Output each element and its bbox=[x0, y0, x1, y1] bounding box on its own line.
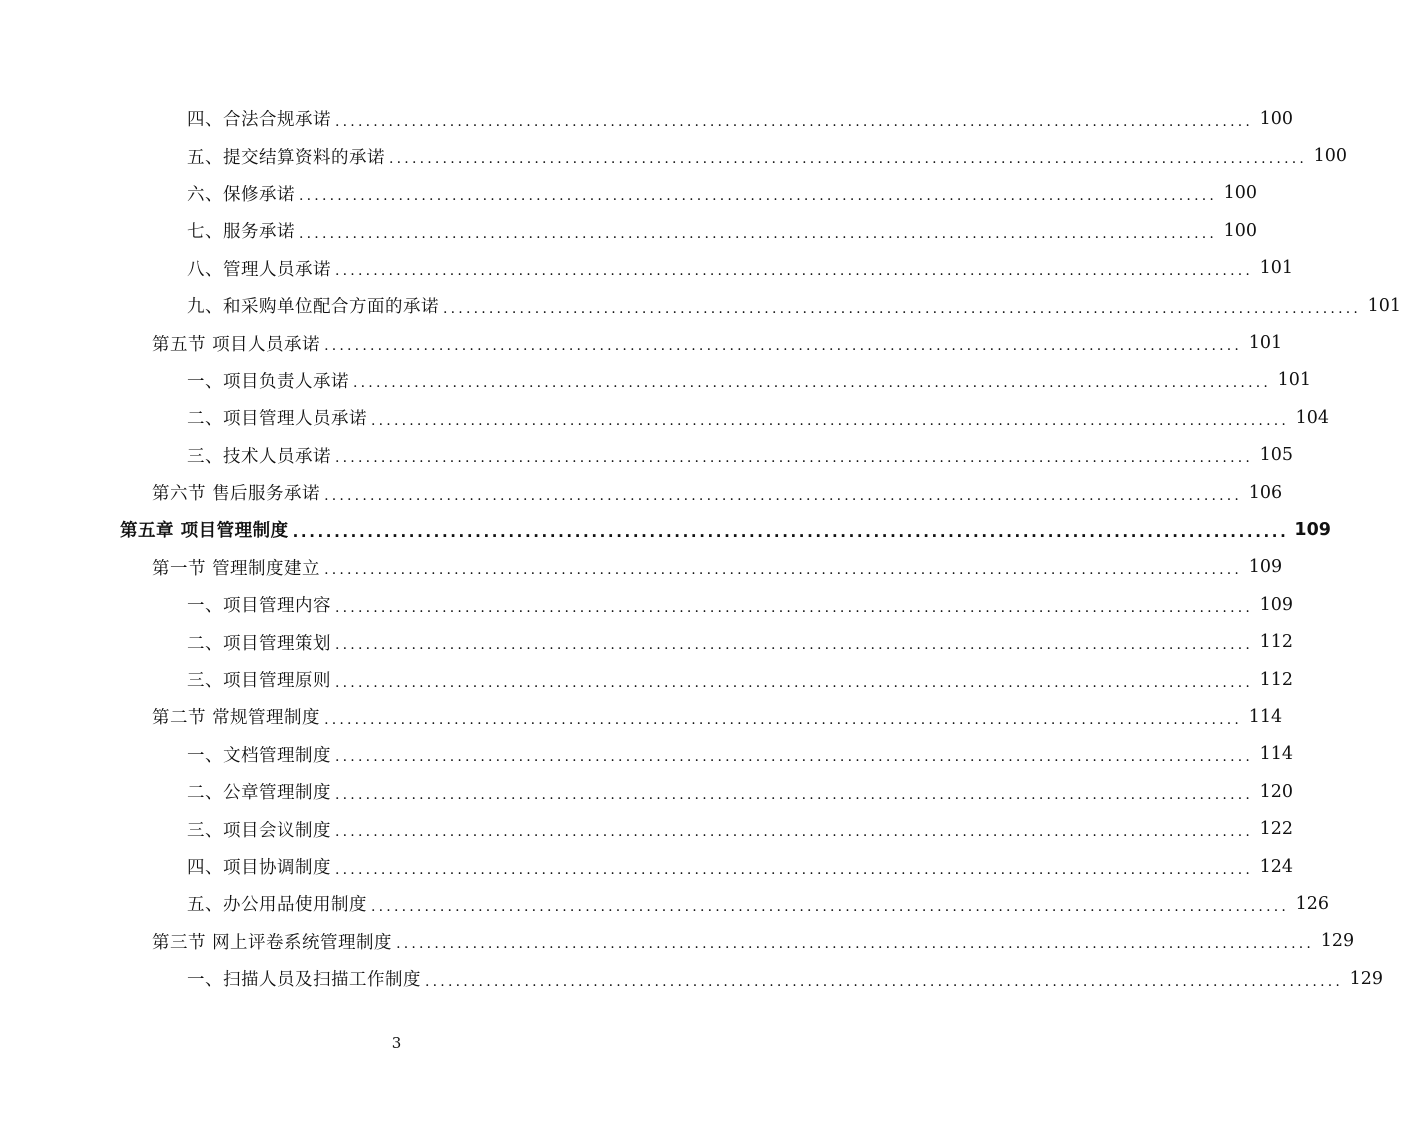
toc-entry-page: 100 bbox=[1259, 108, 1294, 129]
toc-section-entry[interactable] bbox=[0, 549, 1283, 586]
toc-entry-page: 109 bbox=[1294, 519, 1331, 540]
toc-leader-dots: ........................................................................................................................ bbox=[396, 936, 1315, 953]
toc-entry-page: 112 bbox=[1259, 669, 1294, 690]
toc-entry-page: 106 bbox=[1248, 482, 1283, 503]
toc-entry-page: 101 bbox=[1248, 333, 1283, 354]
toc-subsection-entry[interactable] bbox=[0, 100, 1294, 137]
toc-entry-label: 六、保修承诺 bbox=[187, 184, 295, 205]
toc-section-entry[interactable] bbox=[0, 324, 1283, 361]
toc-leader-dots: ........................................................................................................................ bbox=[335, 263, 1254, 280]
toc-leader-dots: ........................................................................................................................ bbox=[389, 151, 1308, 168]
toc-entry-page: 101 bbox=[1367, 295, 1401, 316]
toc-leader-dots: ........................................................................................................................ bbox=[292, 523, 1289, 542]
toc-subsection-entry[interactable] bbox=[0, 661, 1294, 698]
toc-leader-dots: ........................................................................................................................ bbox=[335, 749, 1254, 766]
toc-entry-page: 124 bbox=[1259, 856, 1294, 877]
toc-leader-dots: ........................................................................................................................ bbox=[299, 225, 1218, 242]
toc-entry-label: 五、提交结算资料的承诺 bbox=[187, 147, 385, 168]
toc-entry-page: 112 bbox=[1259, 632, 1294, 653]
toc-subsection-entry[interactable] bbox=[0, 399, 1330, 436]
toc-entry-page: 101 bbox=[1277, 370, 1312, 391]
toc-leader-dots: ........................................................................................................................ bbox=[425, 973, 1344, 990]
toc-leader-dots: ........................................................................................................................ bbox=[371, 412, 1290, 429]
toc-section-entry[interactable] bbox=[0, 923, 1355, 960]
toc-entry-page: 100 bbox=[1313, 146, 1348, 167]
toc-leader-dots: ........................................................................................................................ bbox=[324, 562, 1243, 579]
toc-section-entry[interactable] bbox=[0, 474, 1283, 511]
toc-subsection-entry[interactable] bbox=[0, 773, 1294, 810]
toc-subsection-entry[interactable] bbox=[0, 175, 1258, 212]
toc-entry-label: 一、扫描人员及扫描工作制度 bbox=[187, 970, 421, 991]
toc-subsection-entry[interactable] bbox=[0, 362, 1312, 399]
toc-entry-page: 105 bbox=[1259, 445, 1294, 466]
toc-entry-label: 一、文档管理制度 bbox=[187, 745, 331, 766]
toc-entry-page: 114 bbox=[1248, 706, 1283, 727]
toc-leader-dots: ........................................................................................................................ bbox=[324, 338, 1243, 355]
toc-entry-label: 九、和采购单位配合方面的承诺 bbox=[187, 297, 439, 318]
table-of-contents bbox=[0, 100, 1401, 997]
toc-subsection-entry[interactable] bbox=[0, 212, 1258, 249]
toc-entry-label: 第三节 网上评卷系统管理制度 bbox=[152, 932, 393, 953]
toc-entry-label: 一、项目负责人承诺 bbox=[187, 371, 349, 392]
toc-entry-page: 126 bbox=[1295, 893, 1330, 914]
toc-entry-page: 100 bbox=[1223, 220, 1258, 241]
toc-entry-label: 第六节 售后服务承诺 bbox=[152, 484, 321, 505]
toc-subsection-entry[interactable] bbox=[0, 736, 1294, 773]
toc-leader-dots: ........................................................................................................................ bbox=[335, 674, 1254, 691]
toc-entry-label: 四、项目协调制度 bbox=[187, 858, 331, 878]
page-number: 3 bbox=[391, 1034, 402, 1052]
toc-entry-label: 三、技术人员承诺 bbox=[187, 446, 331, 467]
toc-leader-dots: ........................................................................................................................ bbox=[335, 113, 1254, 130]
toc-section-entry[interactable] bbox=[0, 698, 1283, 735]
toc-entry-label: 五、办公用品使用制度 bbox=[187, 895, 367, 916]
toc-entry-label: 二、项目管理策划 bbox=[187, 633, 331, 654]
toc-entry-page: 122 bbox=[1259, 819, 1294, 840]
toc-entry-label: 第一节 管理制度建立 bbox=[152, 558, 321, 579]
toc-leader-dots: ........................................................................................................................ bbox=[324, 487, 1243, 504]
toc-subsection-entry[interactable] bbox=[0, 250, 1294, 287]
toc-entry-page: 100 bbox=[1223, 183, 1258, 204]
toc-entry-page: 120 bbox=[1259, 781, 1294, 802]
toc-entry-page: 109 bbox=[1248, 557, 1283, 578]
toc-entry-label: 第五节 项目人员承诺 bbox=[152, 334, 321, 355]
toc-entry-label: 二、公章管理制度 bbox=[187, 783, 331, 804]
toc-entry-label: 八、管理人员承诺 bbox=[187, 259, 331, 280]
toc-entry-page: 101 bbox=[1259, 258, 1294, 279]
toc-subsection-entry[interactable] bbox=[0, 810, 1294, 847]
toc-subsection-entry[interactable] bbox=[0, 960, 1384, 997]
toc-leader-dots: ........................................................................................................................ bbox=[335, 637, 1254, 654]
toc-entry-page: 104 bbox=[1295, 407, 1330, 428]
toc-leader-dots: ........................................................................................................................ bbox=[353, 375, 1272, 392]
toc-entry-label: 一、项目管理内容 bbox=[187, 596, 331, 617]
toc-entry-label: 第二节 常规管理制度 bbox=[152, 708, 321, 729]
toc-leader-dots: ........................................................................................................................ bbox=[371, 898, 1290, 915]
toc-entry-page: 114 bbox=[1259, 744, 1294, 765]
toc-leader-dots: ........................................................................................................................ bbox=[335, 824, 1254, 841]
toc-subsection-entry[interactable] bbox=[0, 623, 1294, 660]
toc-leader-dots: ........................................................................................................................ bbox=[443, 300, 1362, 317]
toc-entry-label: 七、服务承诺 bbox=[187, 222, 295, 243]
toc-subsection-entry[interactable] bbox=[0, 137, 1348, 174]
toc-leader-dots: ........................................................................................................................ bbox=[335, 450, 1254, 467]
toc-subsection-entry[interactable] bbox=[0, 437, 1294, 474]
toc-entry-label: 三、项目会议制度 bbox=[187, 820, 331, 841]
toc-subsection-entry[interactable] bbox=[0, 287, 1401, 324]
toc-leader-dots: ........................................................................................................................ bbox=[324, 711, 1243, 728]
toc-chapter-entry[interactable] bbox=[0, 511, 1331, 548]
toc-subsection-entry[interactable] bbox=[0, 848, 1294, 885]
toc-entry-label: 四、合法合规承诺 bbox=[187, 110, 331, 131]
toc-entry-label: 二、项目管理人员承诺 bbox=[187, 409, 367, 430]
toc-leader-dots: ........................................................................................................................ bbox=[335, 861, 1254, 878]
toc-leader-dots: ........................................................................................................................ bbox=[335, 786, 1254, 803]
toc-entry-page: 129 bbox=[1320, 931, 1355, 952]
toc-entry-page: 129 bbox=[1349, 968, 1384, 989]
toc-entry-label: 三、项目管理原则 bbox=[187, 671, 331, 692]
toc-leader-dots: ........................................................................................................................ bbox=[335, 599, 1254, 616]
toc-subsection-entry[interactable] bbox=[0, 586, 1294, 623]
toc-entry-label: 第五章 项目管理制度 bbox=[120, 521, 289, 542]
toc-leader-dots: ........................................................................................................................ bbox=[299, 188, 1218, 205]
toc-subsection-entry[interactable] bbox=[0, 885, 1330, 922]
toc-entry-page: 109 bbox=[1259, 594, 1294, 615]
